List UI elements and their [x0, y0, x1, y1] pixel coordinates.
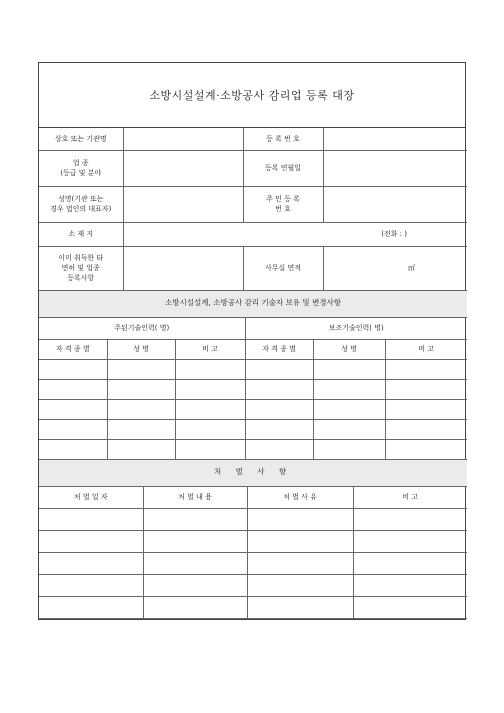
disposition-row — [39, 508, 467, 530]
tech-row — [39, 359, 467, 379]
registration-ledger-form — [38, 62, 466, 620]
tech-row — [39, 439, 467, 459]
disposition-header-3: 비 고 — [353, 486, 467, 508]
tech-row — [39, 379, 467, 399]
tech-cell[interactable] — [39, 399, 107, 419]
resident-number-label: 주 민 등 록 번 호 — [243, 186, 323, 222]
disposition-cell[interactable] — [39, 574, 143, 596]
tech-cell[interactable] — [39, 379, 107, 399]
representative-name-field[interactable] — [123, 186, 243, 222]
reg-date-field[interactable] — [323, 150, 467, 186]
disposition-cell[interactable] — [247, 574, 353, 596]
disposition-cell[interactable] — [143, 574, 247, 596]
area-unit: ㎡ — [408, 263, 415, 272]
office-area-field[interactable] — [323, 246, 467, 290]
tech-row — [39, 419, 467, 439]
tech-cell[interactable] — [385, 419, 467, 439]
tech-cell[interactable] — [175, 419, 245, 439]
main-staff-count: 주된기술인력( 명) — [39, 317, 245, 339]
disposition-header-row — [39, 486, 467, 508]
tech-cell[interactable] — [385, 379, 467, 399]
disposition-cell[interactable] — [247, 596, 353, 618]
disposition-cell[interactable] — [353, 574, 467, 596]
disposition-cell[interactable] — [247, 530, 353, 552]
tech-cell[interactable] — [313, 419, 385, 439]
tech-cell[interactable] — [175, 399, 245, 419]
tech-cell[interactable] — [245, 439, 313, 459]
representative-name-label: 성명(기관 또는 경우 법인의 대표자) — [39, 186, 123, 222]
tech-header-1: 성 명 — [107, 339, 175, 359]
reg-number-field[interactable] — [323, 128, 467, 150]
disposition-header-0: 처 벌 일 자 — [39, 486, 143, 508]
tech-cell[interactable] — [39, 439, 107, 459]
tech-cell[interactable] — [245, 379, 313, 399]
disposition-cell[interactable] — [353, 596, 467, 618]
business-type-label: 업 종 (등급 및 분야 — [39, 150, 123, 186]
disposition-cell[interactable] — [143, 596, 247, 618]
tech-cell[interactable] — [107, 399, 175, 419]
disposition-cell[interactable] — [143, 530, 247, 552]
tech-header-row — [39, 339, 467, 359]
tech-cell[interactable] — [245, 419, 313, 439]
tech-cell[interactable] — [175, 439, 245, 459]
disposition-cell[interactable] — [353, 530, 467, 552]
tech-cell[interactable] — [385, 439, 467, 459]
tech-cell[interactable] — [313, 359, 385, 379]
tech-cell[interactable] — [175, 359, 245, 379]
aux-staff-count: 보조기술인력( 명) — [245, 317, 467, 339]
disposition-header-2: 처 벌 사 유 — [247, 486, 353, 508]
disposition-row — [39, 596, 467, 618]
office-area-label: 사무실 면적 — [243, 246, 323, 290]
tech-cell[interactable] — [385, 359, 467, 379]
form-title: 소방시설설계·소방공사 감리업 등록 대장 — [39, 63, 465, 128]
reg-number-label: 등 록 번 호 — [243, 128, 323, 150]
reg-date-label: 등록 연월일 — [243, 150, 323, 186]
phone-text: (전화 : ) — [381, 229, 407, 238]
disposition-cell[interactable] — [353, 552, 467, 574]
tech-header-2: 비 고 — [175, 339, 245, 359]
tech-rows — [39, 359, 467, 459]
tech-header-3: 자 격 종 별 — [245, 339, 313, 359]
disposition-header-1: 처 벌 내 용 — [143, 486, 247, 508]
disposition-cell[interactable] — [247, 552, 353, 574]
tech-cell[interactable] — [107, 419, 175, 439]
tech-staff-table — [39, 291, 467, 460]
tech-cell[interactable] — [107, 359, 175, 379]
tech-header-5: 비 고 — [385, 339, 467, 359]
tech-cell[interactable] — [385, 399, 467, 419]
tech-cell[interactable] — [175, 379, 245, 399]
disposition-cell[interactable] — [39, 552, 143, 574]
tech-cell[interactable] — [39, 359, 107, 379]
disposition-table — [39, 460, 467, 619]
tech-row — [39, 399, 467, 419]
tech-header-4: 성 명 — [313, 339, 385, 359]
other-license-field[interactable] — [123, 246, 243, 290]
tech-cell[interactable] — [313, 379, 385, 399]
business-type-field[interactable] — [123, 150, 243, 186]
company-name-field[interactable] — [123, 128, 243, 150]
disposition-cell[interactable] — [353, 508, 467, 530]
resident-number-field[interactable] — [323, 186, 467, 222]
disposition-cell[interactable] — [39, 508, 143, 530]
tech-cell[interactable] — [313, 399, 385, 419]
tech-section-title: 소방시설설계, 소방공사 감리 기술자 보유 및 변경사항 — [39, 291, 467, 318]
tech-cell[interactable] — [245, 359, 313, 379]
basic-info-table — [39, 128, 467, 291]
disposition-cell[interactable] — [247, 508, 353, 530]
disposition-cell[interactable] — [39, 596, 143, 618]
tech-cell[interactable] — [107, 439, 175, 459]
tech-cell[interactable] — [39, 419, 107, 439]
disposition-cell[interactable] — [39, 530, 143, 552]
disposition-section-title: 처 벌 사 항 — [39, 460, 467, 487]
other-license-label: 이미 취득한 타 면허 및 업종 등록사항 — [39, 246, 123, 290]
address-field[interactable] — [123, 222, 467, 246]
tech-cell[interactable] — [313, 439, 385, 459]
disposition-cell[interactable] — [143, 508, 247, 530]
tech-cell[interactable] — [245, 399, 313, 419]
disposition-row — [39, 552, 467, 574]
company-name-label: 상호 또는 기관명 — [39, 128, 123, 150]
disposition-row — [39, 574, 467, 596]
disposition-row — [39, 530, 467, 552]
address-label: 소 재 지 — [39, 222, 123, 246]
tech-cell[interactable] — [107, 379, 175, 399]
tech-header-0: 자 격 종 별 — [39, 339, 107, 359]
disposition-cell[interactable] — [143, 552, 247, 574]
disposition-rows — [39, 508, 467, 618]
